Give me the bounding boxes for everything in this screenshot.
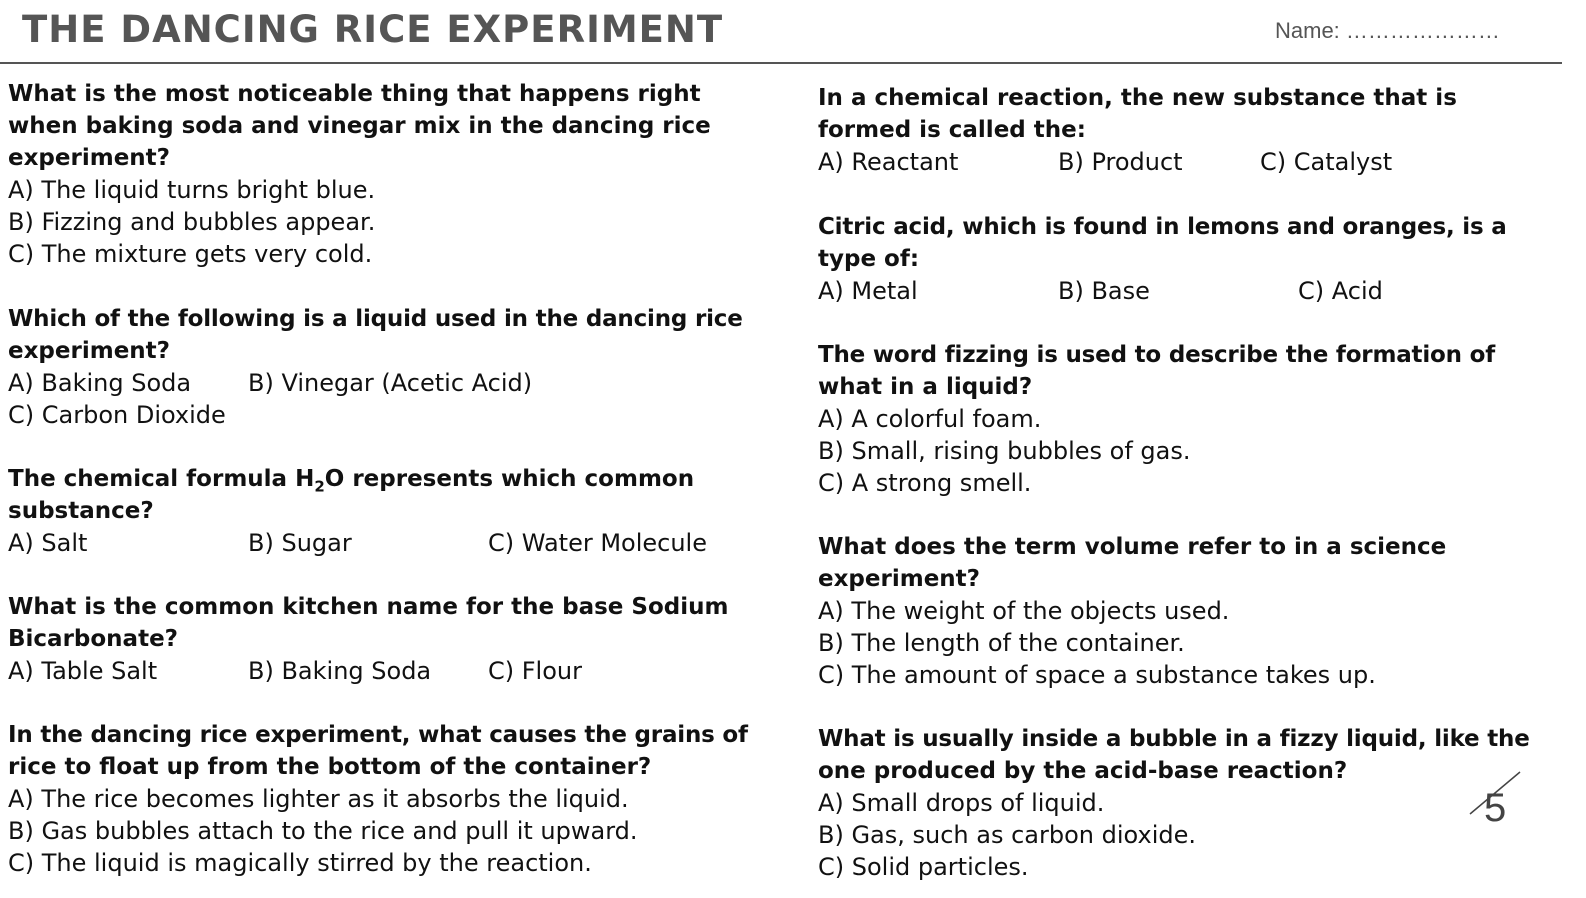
formula-text-after: O represents which common: [324, 466, 695, 492]
answer-option-b: B) The length of the container.: [818, 629, 1185, 657]
question-2: [8, 303, 778, 431]
answer-option-a: A) Reactant: [818, 148, 959, 176]
question-text-line: What does the term volume refer to in a science: [818, 534, 1447, 560]
answer-option-c: C) Acid: [1298, 277, 1383, 305]
answer-option-a: A) Metal: [818, 277, 918, 305]
question-9: [818, 531, 1558, 691]
question-text-line: formed is called the:: [818, 117, 1086, 143]
question-1: [8, 78, 778, 270]
answer-option-a: A) Table Salt: [8, 657, 158, 685]
answer-option-b: B) Small, rising bubbles of gas.: [818, 437, 1191, 465]
question-text-line: Citric acid, which is found in lemons and oranges, is a: [818, 214, 1507, 240]
question-text-line: In the dancing rice experiment, what causes the grains of: [8, 722, 748, 748]
answer-option-a: A) A colorful foam.: [818, 405, 1042, 433]
question-text-line: What is the common kitchen name for the base Sodium: [8, 594, 729, 620]
answer-option-c: C) The mixture gets very cold.: [8, 240, 373, 268]
answer-options-row: [818, 275, 1558, 307]
answer-option-b: B) Gas bubbles attach to the rice and pull it upward.: [8, 817, 638, 845]
name-field-label: Name: …………………: [1275, 18, 1500, 43]
question-text-line: rice to float up from the bottom of the container?: [8, 754, 652, 780]
question-text-line: [8, 463, 778, 495]
question-8: [818, 339, 1558, 499]
answer-option-a: A) Salt: [8, 529, 88, 557]
answer-options-row: [818, 146, 1558, 178]
answer-option-b: B) Base: [1058, 277, 1150, 305]
answer-option-a: A) The weight of the objects used.: [818, 597, 1230, 625]
question-5: [8, 719, 778, 879]
question-10: [818, 723, 1563, 883]
answer-options-row: [8, 367, 778, 399]
question-text-line: Which of the following is a liquid used in the dancing rice: [8, 306, 743, 332]
formula-text-before: The chemical formula H: [8, 466, 315, 492]
formula-subscript: 2: [314, 477, 325, 496]
question-6: [818, 82, 1558, 178]
answer-option-a: A) The rice becomes lighter as it absorbs the liquid.: [8, 785, 629, 813]
answer-option-c: C) Catalyst: [1260, 148, 1393, 176]
answer-options-row: [8, 527, 778, 559]
answer-option-c: C) Solid particles.: [818, 853, 1029, 881]
question-7: [818, 211, 1558, 307]
answer-option-c: C) The amount of space a substance takes up.: [818, 661, 1376, 689]
answer-option-b: B) Product: [1058, 148, 1183, 176]
answer-option-b: B) Fizzing and bubbles appear.: [8, 208, 376, 236]
answer-option-b: B) Sugar: [248, 529, 352, 557]
question-4: [8, 591, 778, 687]
score-box: [1466, 770, 1526, 834]
question-text-line: Bicarbonate?: [8, 626, 179, 652]
answer-option-a: A) The liquid turns bright blue.: [8, 176, 376, 204]
question-text-line: substance?: [8, 498, 154, 524]
question-text-line: type of:: [818, 246, 920, 272]
answer-option-c: C) Flour: [488, 657, 582, 685]
answer-option-a: A) Small drops of liquid.: [818, 789, 1105, 817]
score-total: 5: [1484, 786, 1507, 830]
answer-option-c: C) Water Molecule: [488, 529, 707, 557]
question-3: [8, 463, 778, 559]
question-text-line: what in a liquid?: [818, 374, 1033, 400]
answer-option-a: A) Baking Soda: [8, 369, 192, 397]
question-text-line: experiment?: [8, 338, 170, 364]
worksheet-header: [0, 0, 1562, 64]
question-text-line: What is the most noticeable thing that happens right: [8, 81, 701, 107]
answer-option-c: C) A strong smell.: [818, 469, 1032, 497]
question-text-line: one produced by the acid-base reaction?: [818, 758, 1348, 784]
answer-option-b: B) Baking Soda: [248, 657, 432, 685]
question-text-line: experiment?: [818, 566, 980, 592]
answer-option-b: B) Vinegar (Acetic Acid): [248, 369, 533, 397]
answer-option-b: B) Gas, such as carbon dioxide.: [818, 821, 1196, 849]
question-text-line: In a chemical reaction, the new substance that is: [818, 85, 1457, 111]
question-text-line: The word fizzing is used to describe the formation of: [818, 342, 1496, 368]
answer-option-c: C) Carbon Dioxide: [8, 401, 226, 429]
worksheet-title: THE DANCING RICE EXPERIMENT: [22, 8, 724, 51]
answer-option-c: C) The liquid is magically stirred by the reaction.: [8, 849, 592, 877]
question-text-line: when baking soda and vinegar mix in the dancing rice: [8, 113, 711, 139]
question-text-line: experiment?: [8, 145, 170, 171]
answer-options-row: [8, 655, 778, 687]
question-text-line: What is usually inside a bubble in a fizzy liquid, like the: [818, 726, 1530, 752]
